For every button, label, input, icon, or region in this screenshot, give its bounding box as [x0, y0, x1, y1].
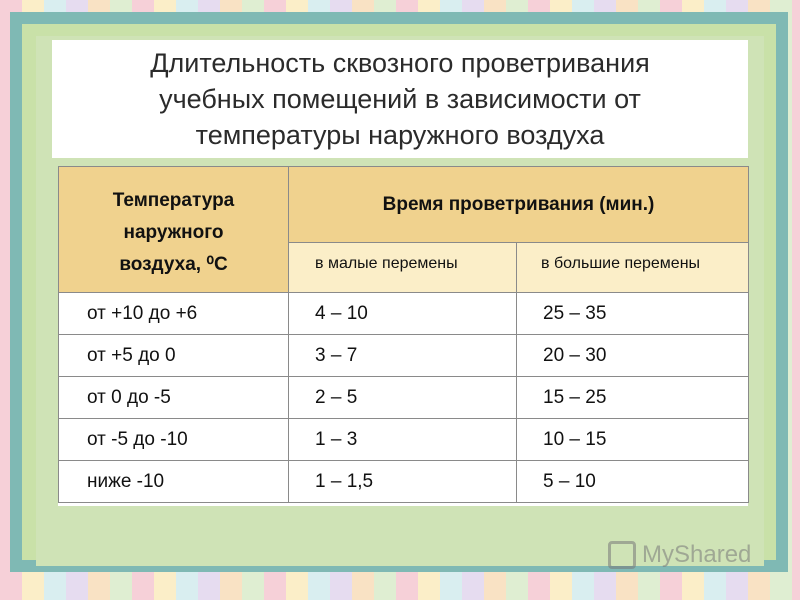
title-line-1: Длительность сквозного проветривания [150, 48, 650, 78]
cell-big-breaks: 5 – 10 [517, 461, 749, 503]
cell-small-breaks: 1 – 3 [289, 419, 517, 461]
watermark-text: MyShared [642, 541, 752, 568]
header-temperature-line-2: наружного [123, 221, 224, 243]
title-line-3: температуры наружного воздуха [195, 120, 605, 150]
watermark-logo-icon [608, 541, 636, 569]
ventilation-table-container [58, 166, 748, 506]
cell-small-breaks: 4 – 10 [289, 293, 517, 335]
title-line-2: учебных помещений в зависимости от [159, 84, 641, 114]
header-big-breaks: в большие перемены [517, 243, 749, 293]
cell-temperature: от +5 до 0 [59, 335, 289, 377]
cell-big-breaks: 25 – 35 [517, 293, 749, 335]
page-title [100, 45, 700, 153]
header-temperature-line-1: Температура [112, 189, 235, 211]
header-temperature-line-3: воздуха, ⁰С [119, 253, 228, 275]
cell-small-breaks: 2 – 5 [289, 377, 517, 419]
cell-temperature: от +10 до +6 [59, 293, 289, 335]
cell-temperature: ниже -10 [59, 461, 289, 503]
ventilation-table [58, 166, 749, 503]
table-row [59, 461, 749, 503]
table-row [59, 293, 749, 335]
cell-big-breaks: 20 – 30 [517, 335, 749, 377]
header-small-breaks: в малые перемены [289, 243, 517, 293]
table-row [59, 335, 749, 377]
cell-temperature: от -5 до -10 [59, 419, 289, 461]
cell-temperature: от 0 до -5 [59, 377, 289, 419]
cell-big-breaks: 15 – 25 [517, 377, 749, 419]
cell-small-breaks: 3 – 7 [289, 335, 517, 377]
watermark [608, 538, 778, 572]
header-temperature [59, 167, 289, 293]
table-row [59, 377, 749, 419]
header-ventilation-time: Время проветривания (мин.) [289, 167, 749, 243]
title-box [52, 40, 748, 158]
cell-small-breaks: 1 – 1,5 [289, 461, 517, 503]
cell-big-breaks: 10 – 15 [517, 419, 749, 461]
table-row [59, 419, 749, 461]
